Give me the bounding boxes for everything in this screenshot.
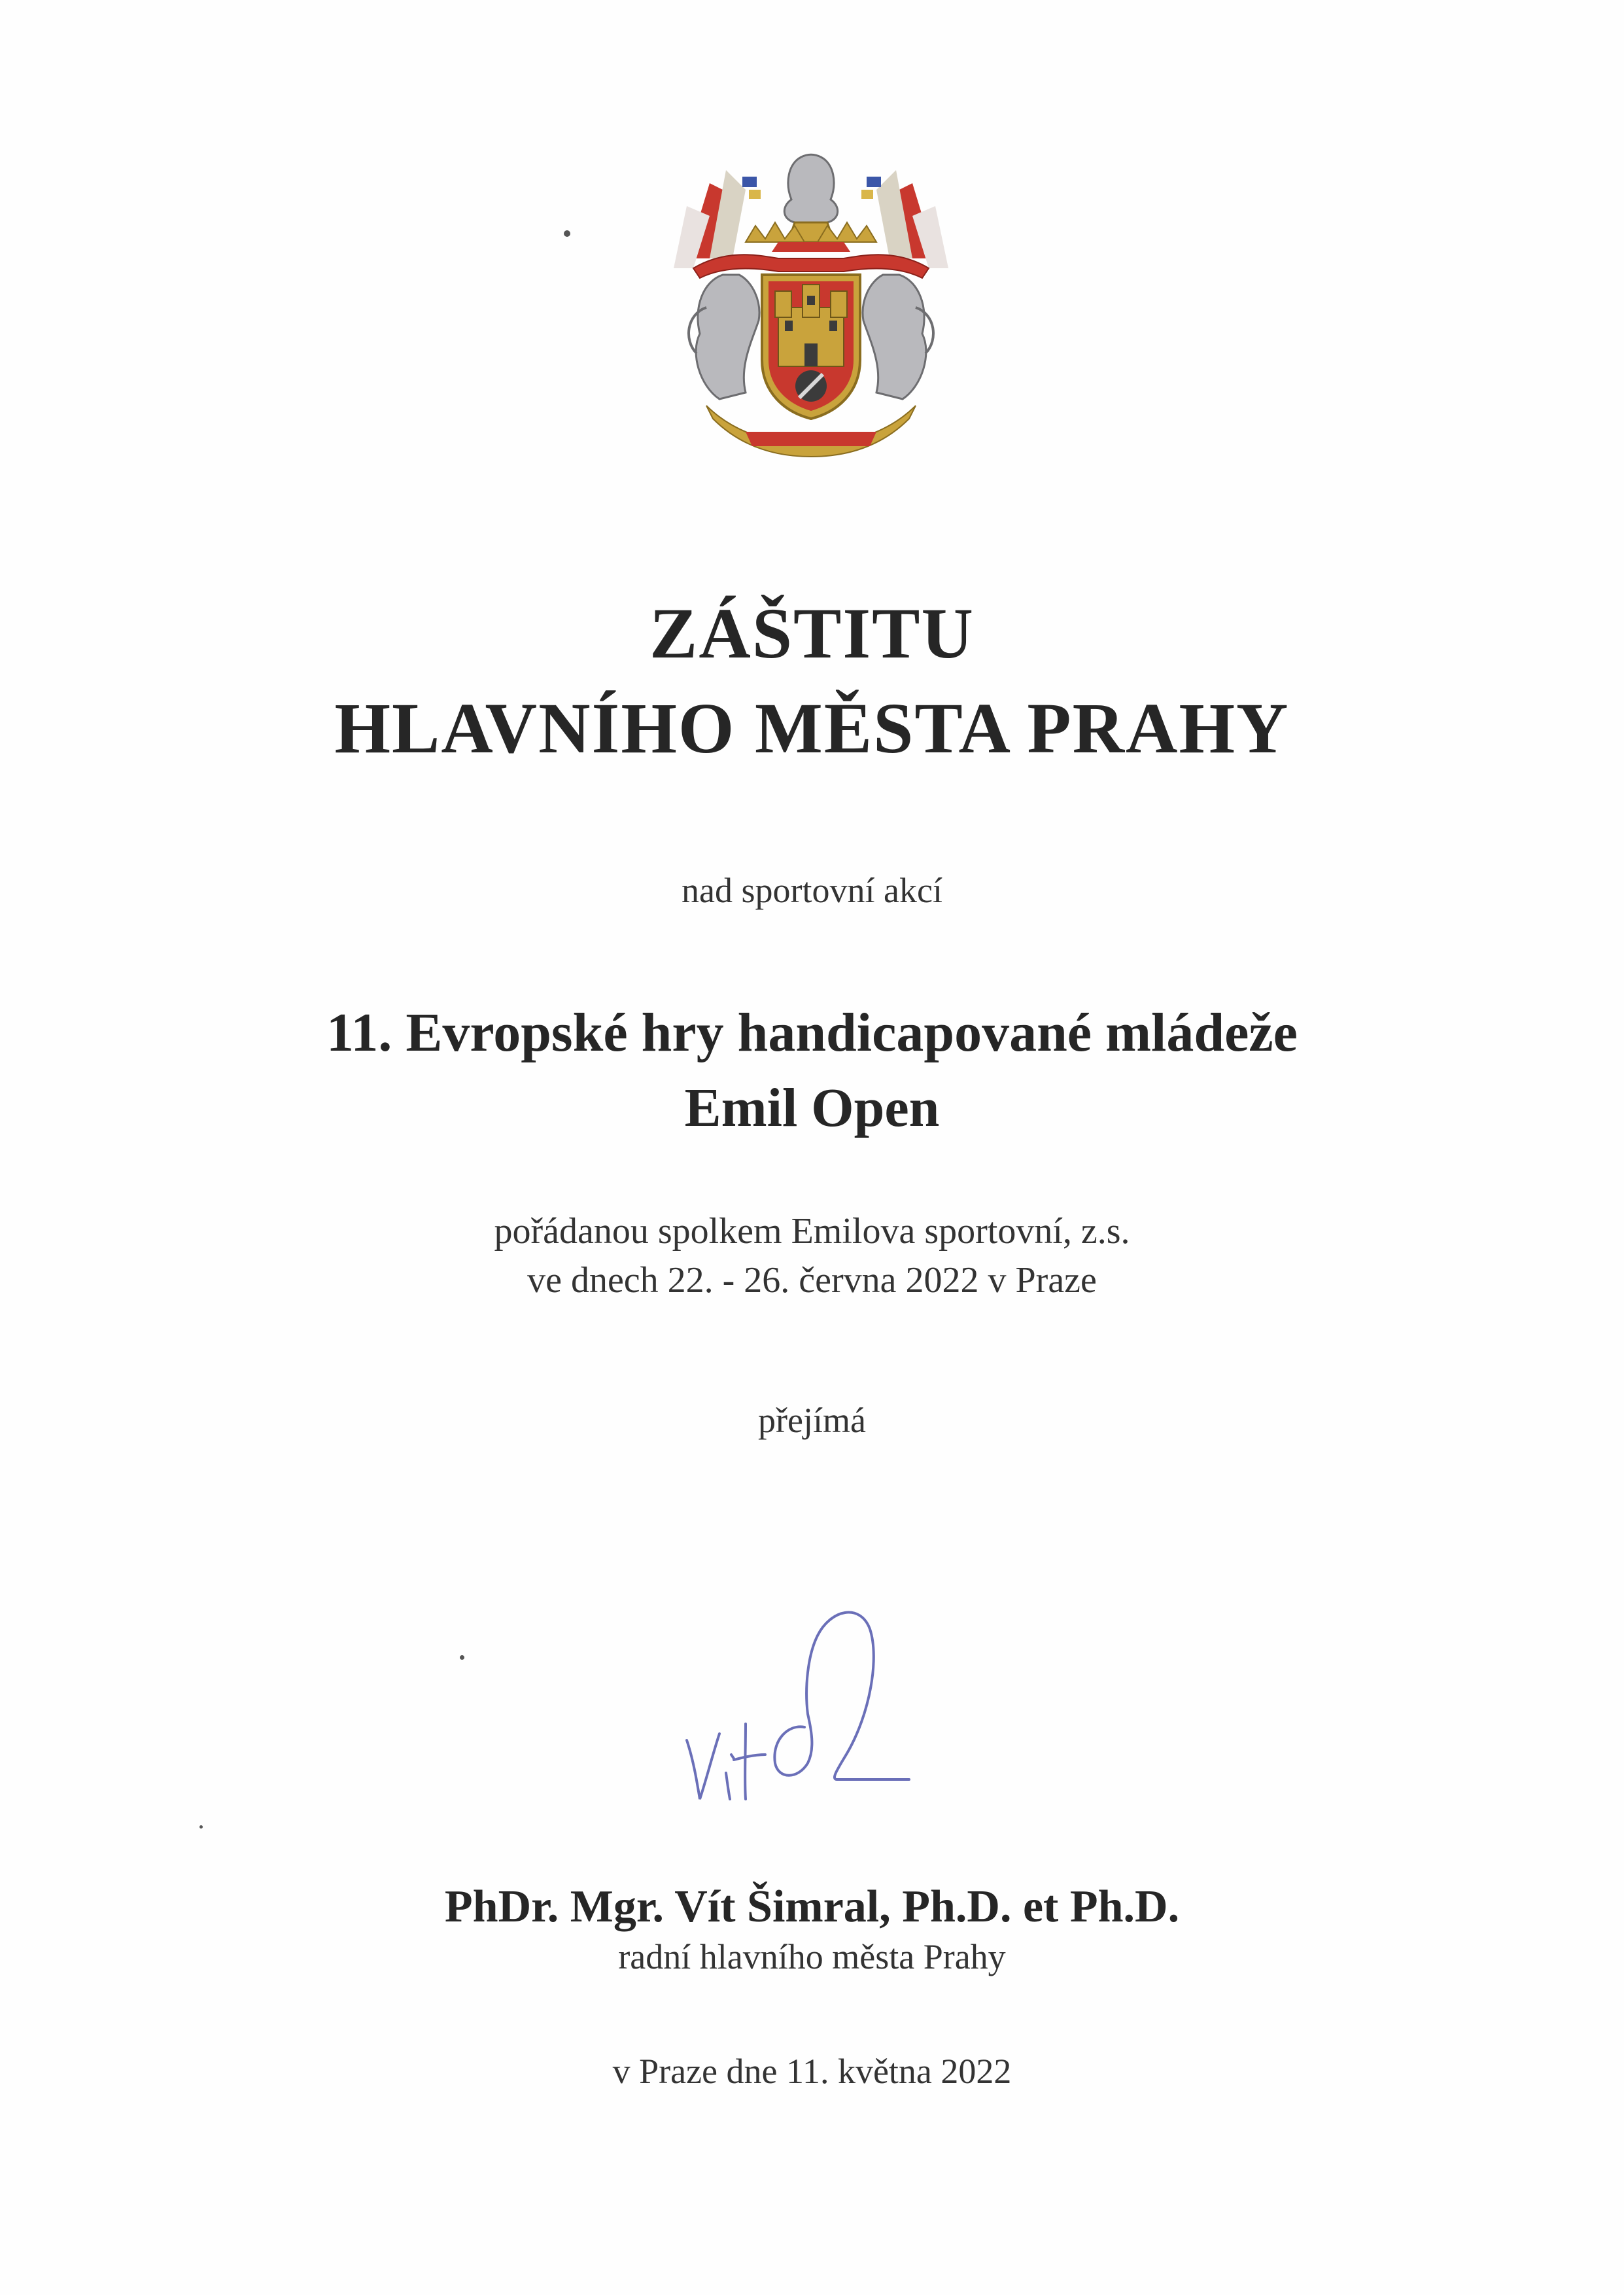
prague-coat-of-arms-emblem	[648, 144, 975, 471]
scan-speck	[199, 1825, 203, 1829]
shield	[762, 275, 860, 419]
scan-speck	[564, 230, 570, 237]
accepts-text: přejímá	[758, 1401, 866, 1440]
scan-speck	[460, 1655, 464, 1660]
organizer-line-1: pořádanou spolkem Emilova sportovní, z.s.	[494, 1211, 1130, 1252]
event-title-line-2: Emil Open	[684, 1077, 940, 1138]
signer-name: PhDr. Mgr. Vít Šimral, Ph.D. et Ph.D.	[444, 1882, 1180, 1932]
supporter-lion-right	[863, 275, 933, 399]
organizer-line-2: ve dnech 22. - 26. června 2022 v Praze	[527, 1260, 1097, 1301]
intro-text: nad sportovní akcí	[682, 871, 942, 910]
heading-line-1: ZÁŠTITU	[649, 593, 975, 673]
heading-line-2: HLAVNÍHO MĚSTA PRAHY	[334, 688, 1290, 768]
signing-date: v Praze dne 11. května 2022	[612, 2052, 1012, 2091]
signer-role: radní hlavního města Prahy	[618, 1937, 1006, 1976]
event-title-line-1: 11. Evropské hry handicapované mládeže	[326, 1002, 1298, 1063]
supporter-lion-left	[689, 275, 759, 399]
handwritten-signature	[674, 1583, 948, 1832]
